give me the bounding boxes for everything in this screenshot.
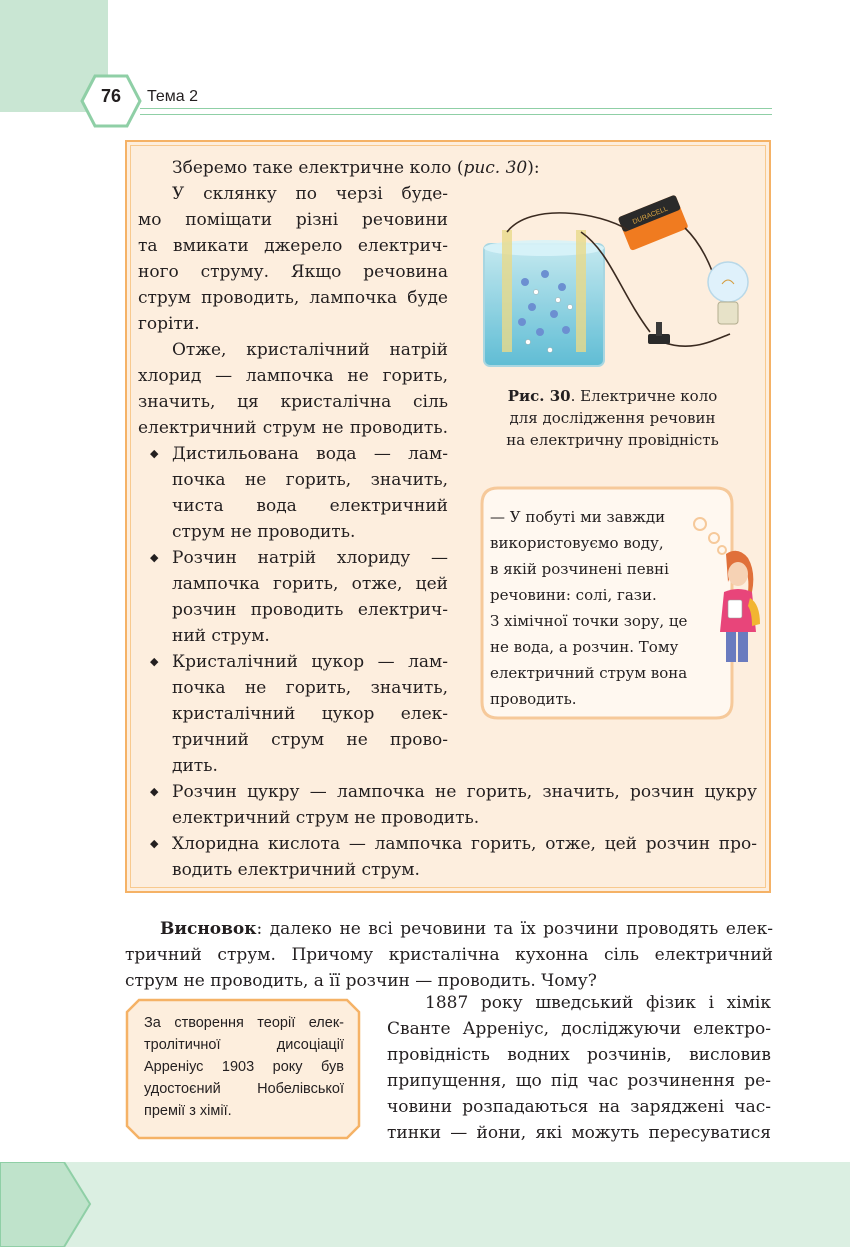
bubble-line: З хімічної точки зору, це — [490, 612, 688, 630]
intro-line: Зберемо таке електричне коло (рис. 30): — [172, 158, 540, 178]
topic-label: Тема 2 — [147, 88, 199, 105]
bubble-line: — У побуті ми завжди — [490, 508, 666, 526]
bubble-line: використовуємо воду, — [490, 534, 664, 552]
conclusion-line: струм не проводить, а її розчин — проводить. Чому? — [125, 971, 597, 991]
paragraph-line: мо поміщати різні речовини — [138, 210, 448, 230]
arrhenius-line: човини розпадаються на заряджені час- — [387, 1097, 771, 1117]
page-number: 76 — [100, 86, 122, 106]
bullet-line: Дистильована вода — лам- — [172, 444, 448, 464]
note-line: За створення теорії елек- — [144, 1015, 344, 1031]
bullet-line: дить. — [172, 756, 218, 776]
paragraph-line: хлорид — лампочка не горить, — [138, 366, 448, 386]
bubble-line: не вода, а розчин. Тому — [490, 638, 679, 656]
note-line: Арреніус 1903 року був — [144, 1059, 344, 1075]
conclusion-line: Висновок: далеко не всі речовини та їх розчини проводять елек- — [160, 919, 773, 939]
girl-illustration — [708, 548, 764, 668]
arrhenius-line: тинки — йони, які можуть пересуватися — [387, 1123, 771, 1143]
paragraph-line: значить, ця кристалічна сіль — [138, 392, 448, 412]
bullet-line: водить електричний струм. — [172, 860, 420, 880]
battery-label: DURACELL — [631, 205, 669, 227]
bullet-line: кристалічний цукор елек- — [172, 704, 448, 724]
paragraph-line: ного струму. Якщо речовина — [138, 262, 448, 282]
paragraph-line: Отже, кристалічний натрій — [172, 340, 448, 360]
arrhenius-line: 1887 року шведський фізик і хімік — [425, 993, 771, 1013]
paragraph-line: електричний струм не проводить. — [138, 418, 448, 438]
circuit-illustration — [470, 182, 770, 382]
bubble-line: в якій розчинені певні — [490, 560, 669, 578]
bullet-marker: ◆ — [150, 785, 159, 798]
bullet-line: ний струм. — [172, 626, 270, 646]
paragraph-line: та вмикати джерело електрич- — [138, 236, 448, 256]
bullet-line: Розчин цукру — лампочка не горить, значить, розчин цукру — [172, 782, 757, 802]
header-rule — [140, 108, 772, 115]
footer-arrow — [0, 1162, 92, 1247]
bullet-marker: ◆ — [150, 655, 159, 668]
arrhenius-line: припущення, що під час розчинення ре- — [387, 1071, 771, 1091]
paragraph-line: струм проводить, лампочка буде — [138, 288, 448, 308]
figure-caption: Рис. 30. Електричне коло для дослідження речовин на електричну провідність — [506, 387, 719, 449]
bullet-marker: ◆ — [150, 837, 159, 850]
bullet-line: електричний струм не проводить. — [172, 808, 480, 828]
note-line: тролітичної дисоціації — [144, 1037, 344, 1053]
bullet-marker: ◆ — [150, 447, 159, 460]
bullet-line: Розчин натрій хлориду — — [172, 548, 448, 568]
bullet-line: чиста вода електричний — [172, 496, 448, 516]
bullet-line: почка не горить, значить, — [172, 470, 448, 490]
bullet-line: розчин проводить електрич- — [172, 600, 448, 620]
bubble-line: електричний струм вона — [490, 664, 688, 682]
bullet-line: струм не проводить. — [172, 522, 356, 542]
note-line: удостоєний Нобелівської — [144, 1081, 344, 1097]
note-line: премії з хімії. — [144, 1103, 232, 1119]
footer-band — [0, 1162, 850, 1247]
bullet-line: Хлоридна кислота — лампочка горить, отже, цей розчин про- — [172, 834, 757, 854]
arrhenius-line: Сванте Арреніус, досліджуючи електро- — [387, 1019, 771, 1039]
conclusion-line: тричний струм. Причому кристалічна кухонна сіль електричний — [125, 945, 773, 965]
arrhenius-line: провідність водних розчинів, висловив — [387, 1045, 771, 1065]
bullet-line: почка не горить, значить, — [172, 678, 448, 698]
bullet-line: тричний струм не прово- — [172, 730, 448, 750]
paragraph-line: горіти. — [138, 314, 200, 334]
side-note-text — [144, 1012, 344, 1122]
bubble-line: проводить. — [490, 690, 577, 708]
bullet-line: лампочка горить, отже, цей — [172, 574, 448, 594]
paragraph-line: У склянку по черзі буде- — [172, 184, 448, 204]
bubble-line: речовини: солі, гази. — [490, 586, 657, 604]
bubble-text — [490, 504, 718, 712]
bullet-line: Кристалічний цукор — лам- — [172, 652, 448, 672]
bullet-marker: ◆ — [150, 551, 159, 564]
